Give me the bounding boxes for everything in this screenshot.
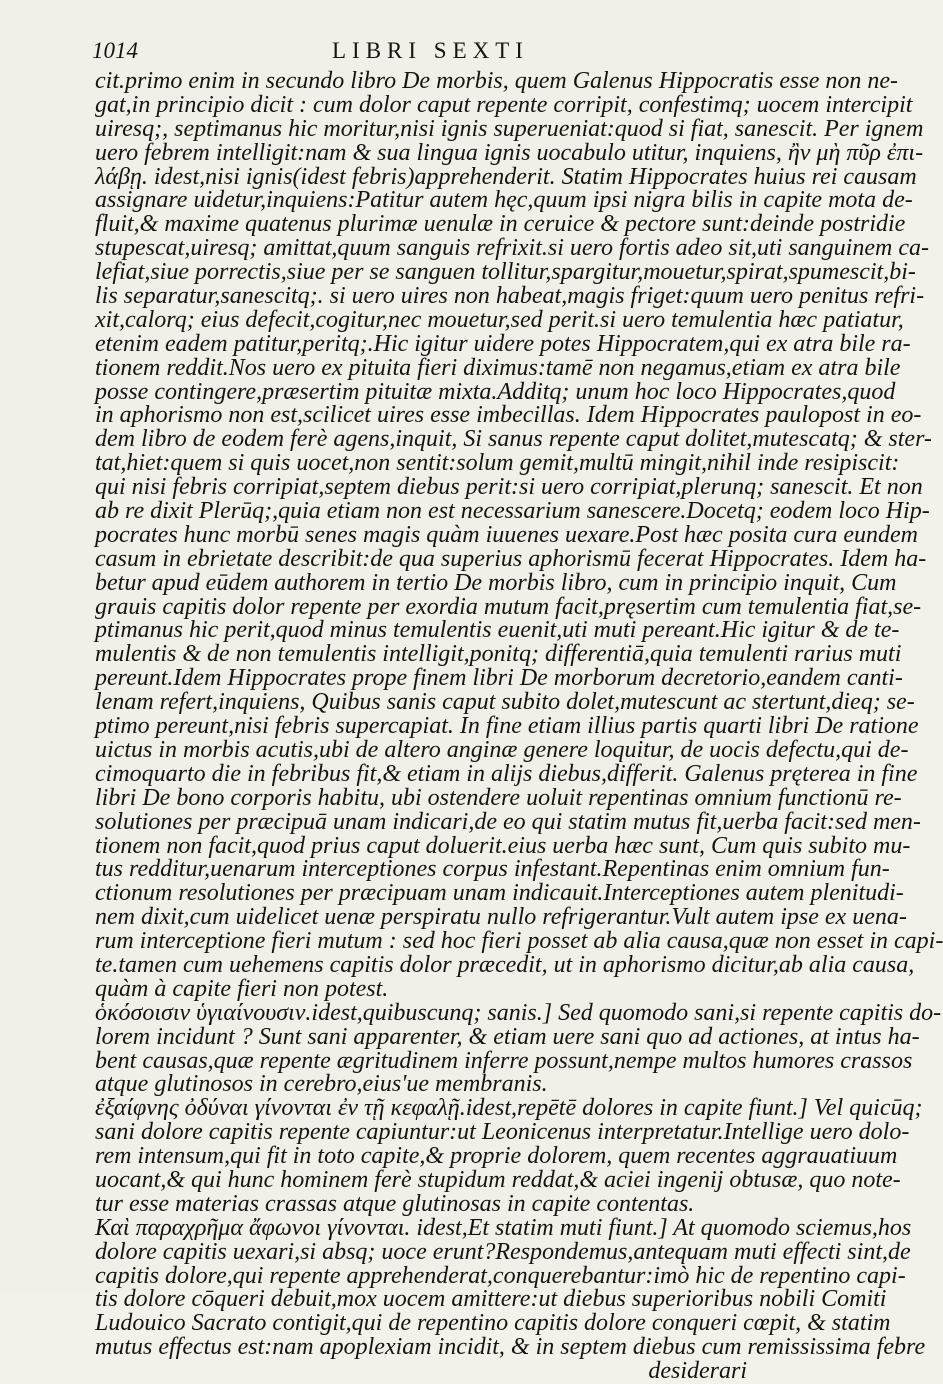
text-line: nem dixit,cum uidelicet uenæ perspiratu nullo refrigerantur.Vult autem ipse ex uena- — [95, 904, 907, 931]
text-line: sani dolore capitis repente capiuntur:ut Leonicenus interpretatur.Intellige uero dolo- — [95, 1119, 910, 1146]
text-line: fluit,& maxime quatenus plurimæ uenulæ in ceruice & pectore sunt:deinde postridie — [95, 211, 906, 238]
text-line: lorem incidunt ? Sunt sani apparenter, & etiam uere sani quo ad actiones, at intus ha- — [95, 1023, 920, 1050]
running-title: LIBRI SEXTI — [332, 38, 529, 63]
text-line: te.tamen cum uehemens capitis dolor præcedit, ut in aphorismo dicitur,ab alia causa, — [95, 951, 915, 978]
text-line: uiresq;, septimanus hic moritur,nisi ignis superueniat:quod si fiat, sanescit. Per ignem — [95, 115, 924, 142]
text-line: tat,hiet:quem si quis uocet,non sentit:solum gemit,multū mingit,nihil inde resipiscit: — [95, 450, 900, 477]
text-line: quàm à capite fieri non potest. — [95, 975, 389, 1002]
page-number: 1014 — [92, 38, 138, 63]
text-line: solutiones per præcipuā unam indicari,de eo qui statim mutus fit,uerba facit:sed men- — [95, 808, 921, 835]
text-line: uictus in morbis acutis,ubi de altero anginæ genere loquitur, de uocis defectu,qui de- — [95, 736, 909, 763]
text-line: ἐξαίφνης ὀδύναι γίνονται ἐν τῇ κεφαλῇ.idest,repētē dolores in capite fiunt.] Vel quicūq; — [95, 1095, 923, 1122]
text-line: stupescat,uiresq; amittat,quum sanguis refrixit.si uero fortis adeo sit,uti sanguinem ca- — [95, 235, 929, 262]
text-line: bent causas,quæ repente ægritudinem inferre possunt,nempe multos humores crassos — [95, 1047, 913, 1074]
text-line: lis separatur,sanescitq;. si uero uires non habeat,magis friget:quum uero penitus refri- — [95, 283, 925, 310]
text-line: betur apud eūdem authorem in tertio De morbis libro, cum in principio inquit, Cum — [95, 569, 897, 596]
running-header — [92, 38, 680, 68]
text-line: casum in ebrietate describit:de qua superius aphorismū fecerat Hippocrates. Idem ha- — [95, 545, 927, 572]
text-line: lenam refert,inquiens, Quibus sanis caput subito dolet,mutescunt ac stertunt,dieq; se- — [95, 689, 915, 716]
text-line: Ludouico Sacrato contigit,qui de repentino capitis dolore conqueri cœpit, & statim — [95, 1310, 891, 1337]
text-line: etenim eadem patitur,peritq;.Hic igitur uidere potes Hippocratem,qui ex atra bile ra- — [95, 330, 911, 357]
text-line: uocant,& qui hunc hominem ferè stupidum reddat,& aciei ingenij obtusæ, quo note- — [95, 1166, 901, 1193]
text-line: in aphorismo non est,scilicet uires esse imbecillas. Idem Hippocrates paulopost in eo- — [95, 402, 922, 429]
text-line: pocrates hunc morbū senes magis quàm iuuenes uexare.Post hæc posita cura eundem — [95, 521, 918, 548]
text-line: cimoquarto die in febribus fit,& etiam in alijs diebus,differit. Galenus pręterea in fine — [95, 760, 918, 787]
text-line: mutus effectus est:nam apoplexiam incidit, & in septem diebus cum remississima febre — [95, 1334, 926, 1361]
text-line: lefiat,siue porrectis,siue per se sanguen tollitur,spargitur,mouetur,spirat,spumescit,bi- — [95, 259, 916, 286]
text-line: ptimo pereunt,nisi febris supercapiat. In fine etiam illius partis quarti libri De ratione — [95, 713, 919, 740]
text-line: rum interceptione fieri mutum : sed hoc fieri posset ab alia causa,quæ non esset in capi- — [95, 928, 943, 955]
text-line: libri De bono corporis habitu, ubi ostendere uoluit repentinas omnium functionū re- — [95, 784, 902, 811]
text-line: rem intensum,qui fit in toto capite,& proprie dolorem, quem recentes aggrauatiuum — [95, 1143, 898, 1170]
text-line: λάβῃ. idest,nisi ignis(idest febris)apprehenderit. Statim Hippocrates huius rei causam — [95, 163, 917, 190]
text-line: grauis capitis dolor repente per exordia mutum facit,pręsertim cum temulentia fiat,se- — [95, 593, 922, 620]
text-line: dolore capitis uexari,si absq; uoce erunt?Respondemus,antequam muti effecti sint,de — [95, 1238, 911, 1265]
text-line: atque glutinosos in cerebro,eius'ue membranis. — [95, 1071, 548, 1098]
text-line: ab re dixit Plerūq;,quia etiam non est necessarium sanescere.Docetq; eodem loco Hip- — [95, 498, 930, 525]
text-line: tur esse materias crassas atque glutinosas in capite contentas. — [95, 1190, 695, 1217]
text-line: tis dolore cōqueri debuit,mox uocem amittere:ut diebus superioribus nobili Comiti — [95, 1286, 887, 1313]
text-line: ctionum resolutiones per præcipuam unam indicauit.Interceptiones autem plenitudi- — [95, 880, 904, 907]
text-line: assignare uidetur,inquiens:Patitur autem hęc,quum ipsi nigra bilis in capite mota de- — [95, 187, 913, 214]
text-line: Καὶ παραχρῆμα ἄφωνοι γίνονται. idest,Et statim muti fiunt.] At quomodo sciemus,hos — [95, 1214, 912, 1241]
text-line: tus redditur,uenarum interceptiones corpus infestant.Repentinas enim omnium fun- — [95, 856, 890, 883]
text-line: tionem non facit,quod prius caput doluerit.eius uerba hæc sunt, Cum quis subito mu- — [95, 832, 911, 859]
text-block — [95, 68, 943, 1384]
text-line: dem libro de eodem ferè agens,inquit, Si sanus repente caput dolitet,mutescatq; & ster- — [95, 426, 932, 453]
text-line: tionem reddit.Nos uero ex pituita fieri diximus:tamē non negamus,etiam ex atra bile — [95, 354, 901, 381]
text-line: pereunt.Idem Hippocrates prope finem libri De morborum decretorio,eandem canti- — [95, 665, 903, 692]
text-line: desiderari — [648, 1358, 747, 1384]
text-line: posse contingere,præsertim pituitæ mixta.Additq; unum hoc loco Hippocrates,quod — [95, 378, 896, 405]
text-line: xit,calorq; eius defecit,cogitur,nec mouetur,sed perit.si uero temulentia hæc patiatur, — [95, 306, 904, 333]
text-line: gat,in principio dicit : cum dolor caput repente corripit, confestimq; uocem intercipit — [95, 91, 913, 118]
text-line: cit.primo enim in secundo libro De morbis, quem Galenus Hippocratis esse non ne- — [95, 68, 899, 94]
text-line: mulentis & de non temulentis intelligit,ponitq; differentiā,quia temulenti rarius muti — [95, 641, 902, 668]
text-line: qui nisi febris corripiat,septem diebus perit:si uero corripiat,plerunq; sanescit. Et non — [95, 474, 923, 501]
text-line: uero febrem intelligit:nam & sua lingua ignis uocabulo utitur, inquiens, ἢν μὴ πῦρ ἐπι- — [95, 139, 924, 166]
text-line: ὁκόσοισιν ὑγιαίνουσιν.idest,quibuscunq; sanis.] Sed quomodo sani,si repente capitis do- — [95, 999, 942, 1026]
text-line: capitis dolore,qui repente apprehenderat,conquerebantur:imò hic de repentino capi- — [95, 1262, 906, 1289]
text-line: ptimanus hic perit,quod minus temulentis euenit,uti muti pereant.Hic igitur & de te- — [95, 617, 900, 644]
